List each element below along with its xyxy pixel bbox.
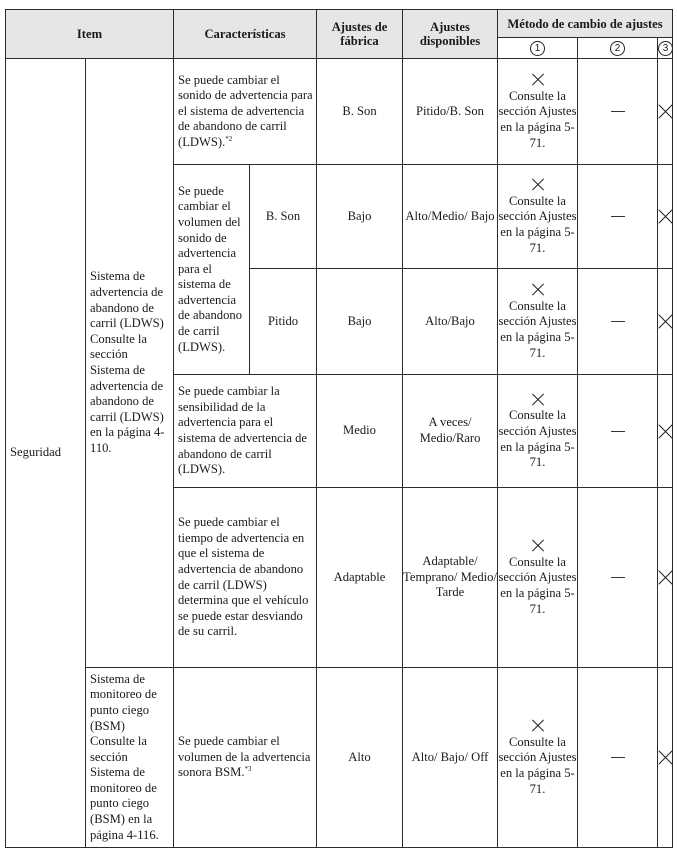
circled-2: 2	[610, 41, 625, 56]
x-mark-icon	[658, 104, 673, 119]
method-1-text: Consulte la sección Ajustes en la página 5-71.	[498, 88, 577, 150]
method-2-cell	[578, 375, 658, 488]
x-mark-icon	[531, 392, 545, 406]
available-value: A veces/ Medio/Raro	[419, 415, 481, 445]
settings-table	[5, 9, 673, 848]
method-1-text: Consulte la sección Ajustes en la página 5-71.	[498, 734, 577, 796]
method-3-cell	[658, 668, 673, 848]
x-mark-icon	[658, 750, 673, 765]
category-label: Seguridad	[10, 445, 62, 460]
circled-1: 1	[530, 41, 545, 56]
method-1-cell	[498, 165, 578, 269]
feature-cell	[174, 488, 317, 668]
factory-value: Alto	[348, 749, 371, 764]
feature-text: Se puede cambiar el volumen de la advertencia sonora BSM.	[178, 734, 311, 780]
method-1-cell	[498, 269, 578, 375]
sub-label-cell	[250, 165, 317, 269]
method-1-cell	[498, 488, 578, 668]
method-2-cell	[578, 269, 658, 375]
header-metodo: Método de cambio de ajustes	[498, 10, 673, 38]
header-metodo-3	[658, 38, 673, 59]
factory-cell	[317, 59, 403, 165]
dash-mark	[611, 431, 625, 432]
available-cell	[403, 375, 498, 488]
feature-cell	[174, 165, 250, 375]
dash-mark	[611, 216, 625, 217]
method-2-cell	[578, 488, 658, 668]
available-cell	[403, 59, 498, 165]
dash-mark	[611, 757, 625, 758]
factory-value: Adaptable	[333, 569, 386, 584]
available-value: Alto/Medio/ Bajo	[405, 208, 495, 223]
method-1-cell	[498, 59, 578, 165]
factory-cell	[317, 269, 403, 375]
footnote-ref: *3	[244, 765, 252, 774]
method-1-text: Consulte la sección Ajustes en la página 5-71.	[498, 554, 577, 616]
ldws-system-cell	[86, 59, 174, 668]
method-1-text: Consulte la sección Ajustes en la página 5-71.	[498, 298, 577, 360]
table-row	[6, 59, 673, 165]
table-row	[6, 668, 673, 848]
factory-value: Medio	[343, 423, 376, 438]
feature-text: Se puede cambiar el volumen del sonido de advertencia para el sistema de advertencia de abandono de carril (LDWS).	[178, 183, 242, 354]
available-value: Pitido/B. Son	[416, 103, 484, 118]
available-cell	[403, 668, 498, 848]
method-1-text: Consulte la sección Ajustes en la página 5-71.	[498, 193, 577, 255]
header-metodo-1	[498, 38, 578, 59]
x-mark-icon	[531, 283, 545, 297]
dash-mark	[611, 321, 625, 322]
dash-mark	[611, 577, 625, 578]
method-2-cell	[578, 165, 658, 269]
x-mark-icon	[658, 570, 673, 585]
method-3-cell	[658, 488, 673, 668]
bsm-system-cell	[86, 668, 174, 848]
available-cell	[403, 269, 498, 375]
x-mark-icon	[531, 539, 545, 553]
method-3-cell	[658, 59, 673, 165]
available-value: Adaptable/ Temprano/ Medio/ Tarde	[403, 554, 497, 600]
method-2-cell	[578, 668, 658, 848]
header-caracteristicas: Características	[174, 10, 317, 59]
x-mark-icon	[531, 178, 545, 192]
footnote-ref: *2	[225, 134, 233, 143]
x-mark-icon	[531, 719, 545, 733]
factory-value: B. Son	[342, 103, 377, 118]
method-1-text: Consulte la sección Ajustes en la página 5-71.	[498, 408, 577, 470]
feature-cell	[174, 668, 317, 848]
method-3-cell	[658, 375, 673, 488]
feature-text: Se puede cambiar el tiempo de advertencia en que el sistema de advertencia de abandono de carril (LDWS) determina que el vehículo se puede estar desviando de su carril.	[178, 515, 309, 639]
available-cell	[403, 165, 498, 269]
x-mark-icon	[658, 314, 673, 329]
available-value: Alto/Bajo	[425, 313, 475, 328]
bsm-system-text: Sistema de monitoreo de punto ciego (BSM) Consulte la sección Sistema de monitoreo de punto ciego (BSM) en la página 4-116.	[90, 671, 159, 842]
factory-value: Bajo	[347, 208, 372, 223]
feature-cell	[174, 59, 317, 165]
x-mark-icon	[658, 424, 673, 439]
header-metodo-2	[578, 38, 658, 59]
method-3-cell	[658, 269, 673, 375]
circled-3: 3	[658, 41, 673, 56]
feature-cell	[174, 375, 317, 488]
dash-mark	[611, 111, 625, 112]
sub-label: Pitido	[267, 313, 299, 328]
method-1-cell	[498, 668, 578, 848]
sub-label: B. Son	[265, 208, 301, 223]
factory-cell	[317, 668, 403, 848]
factory-cell	[317, 488, 403, 668]
sub-label-cell	[250, 269, 317, 375]
ldws-system-text: Sistema de advertencia de abandono de carril (LDWS) Consulte la sección Sistema de advertencia de abandono de carril (LDWS) en la página 4-110.	[90, 269, 165, 455]
method-3-cell	[658, 165, 673, 269]
category-cell	[6, 59, 86, 848]
header-item: Item	[6, 10, 174, 59]
factory-cell	[317, 165, 403, 269]
available-cell	[403, 488, 498, 668]
factory-cell	[317, 375, 403, 488]
available-value: Alto/ Bajo/ Off	[411, 749, 489, 764]
header-ajustes-disponibles: Ajustes disponibles	[403, 10, 498, 59]
x-mark-icon	[658, 209, 673, 224]
method-2-cell	[578, 59, 658, 165]
feature-text: Se puede cambiar la sensibilidad de la advertencia para el sistema de advertencia de abandono de carril (LDWS).	[178, 384, 308, 477]
feature-text: Se puede cambiar el sonido de advertencia para el sistema de advertencia de abandono de carril (LDWS).	[178, 72, 313, 149]
x-mark-icon	[531, 73, 545, 87]
method-1-cell	[498, 375, 578, 488]
factory-value: Bajo	[347, 313, 372, 328]
header-ajustes-fabrica: Ajustes de fábrica	[317, 10, 403, 59]
